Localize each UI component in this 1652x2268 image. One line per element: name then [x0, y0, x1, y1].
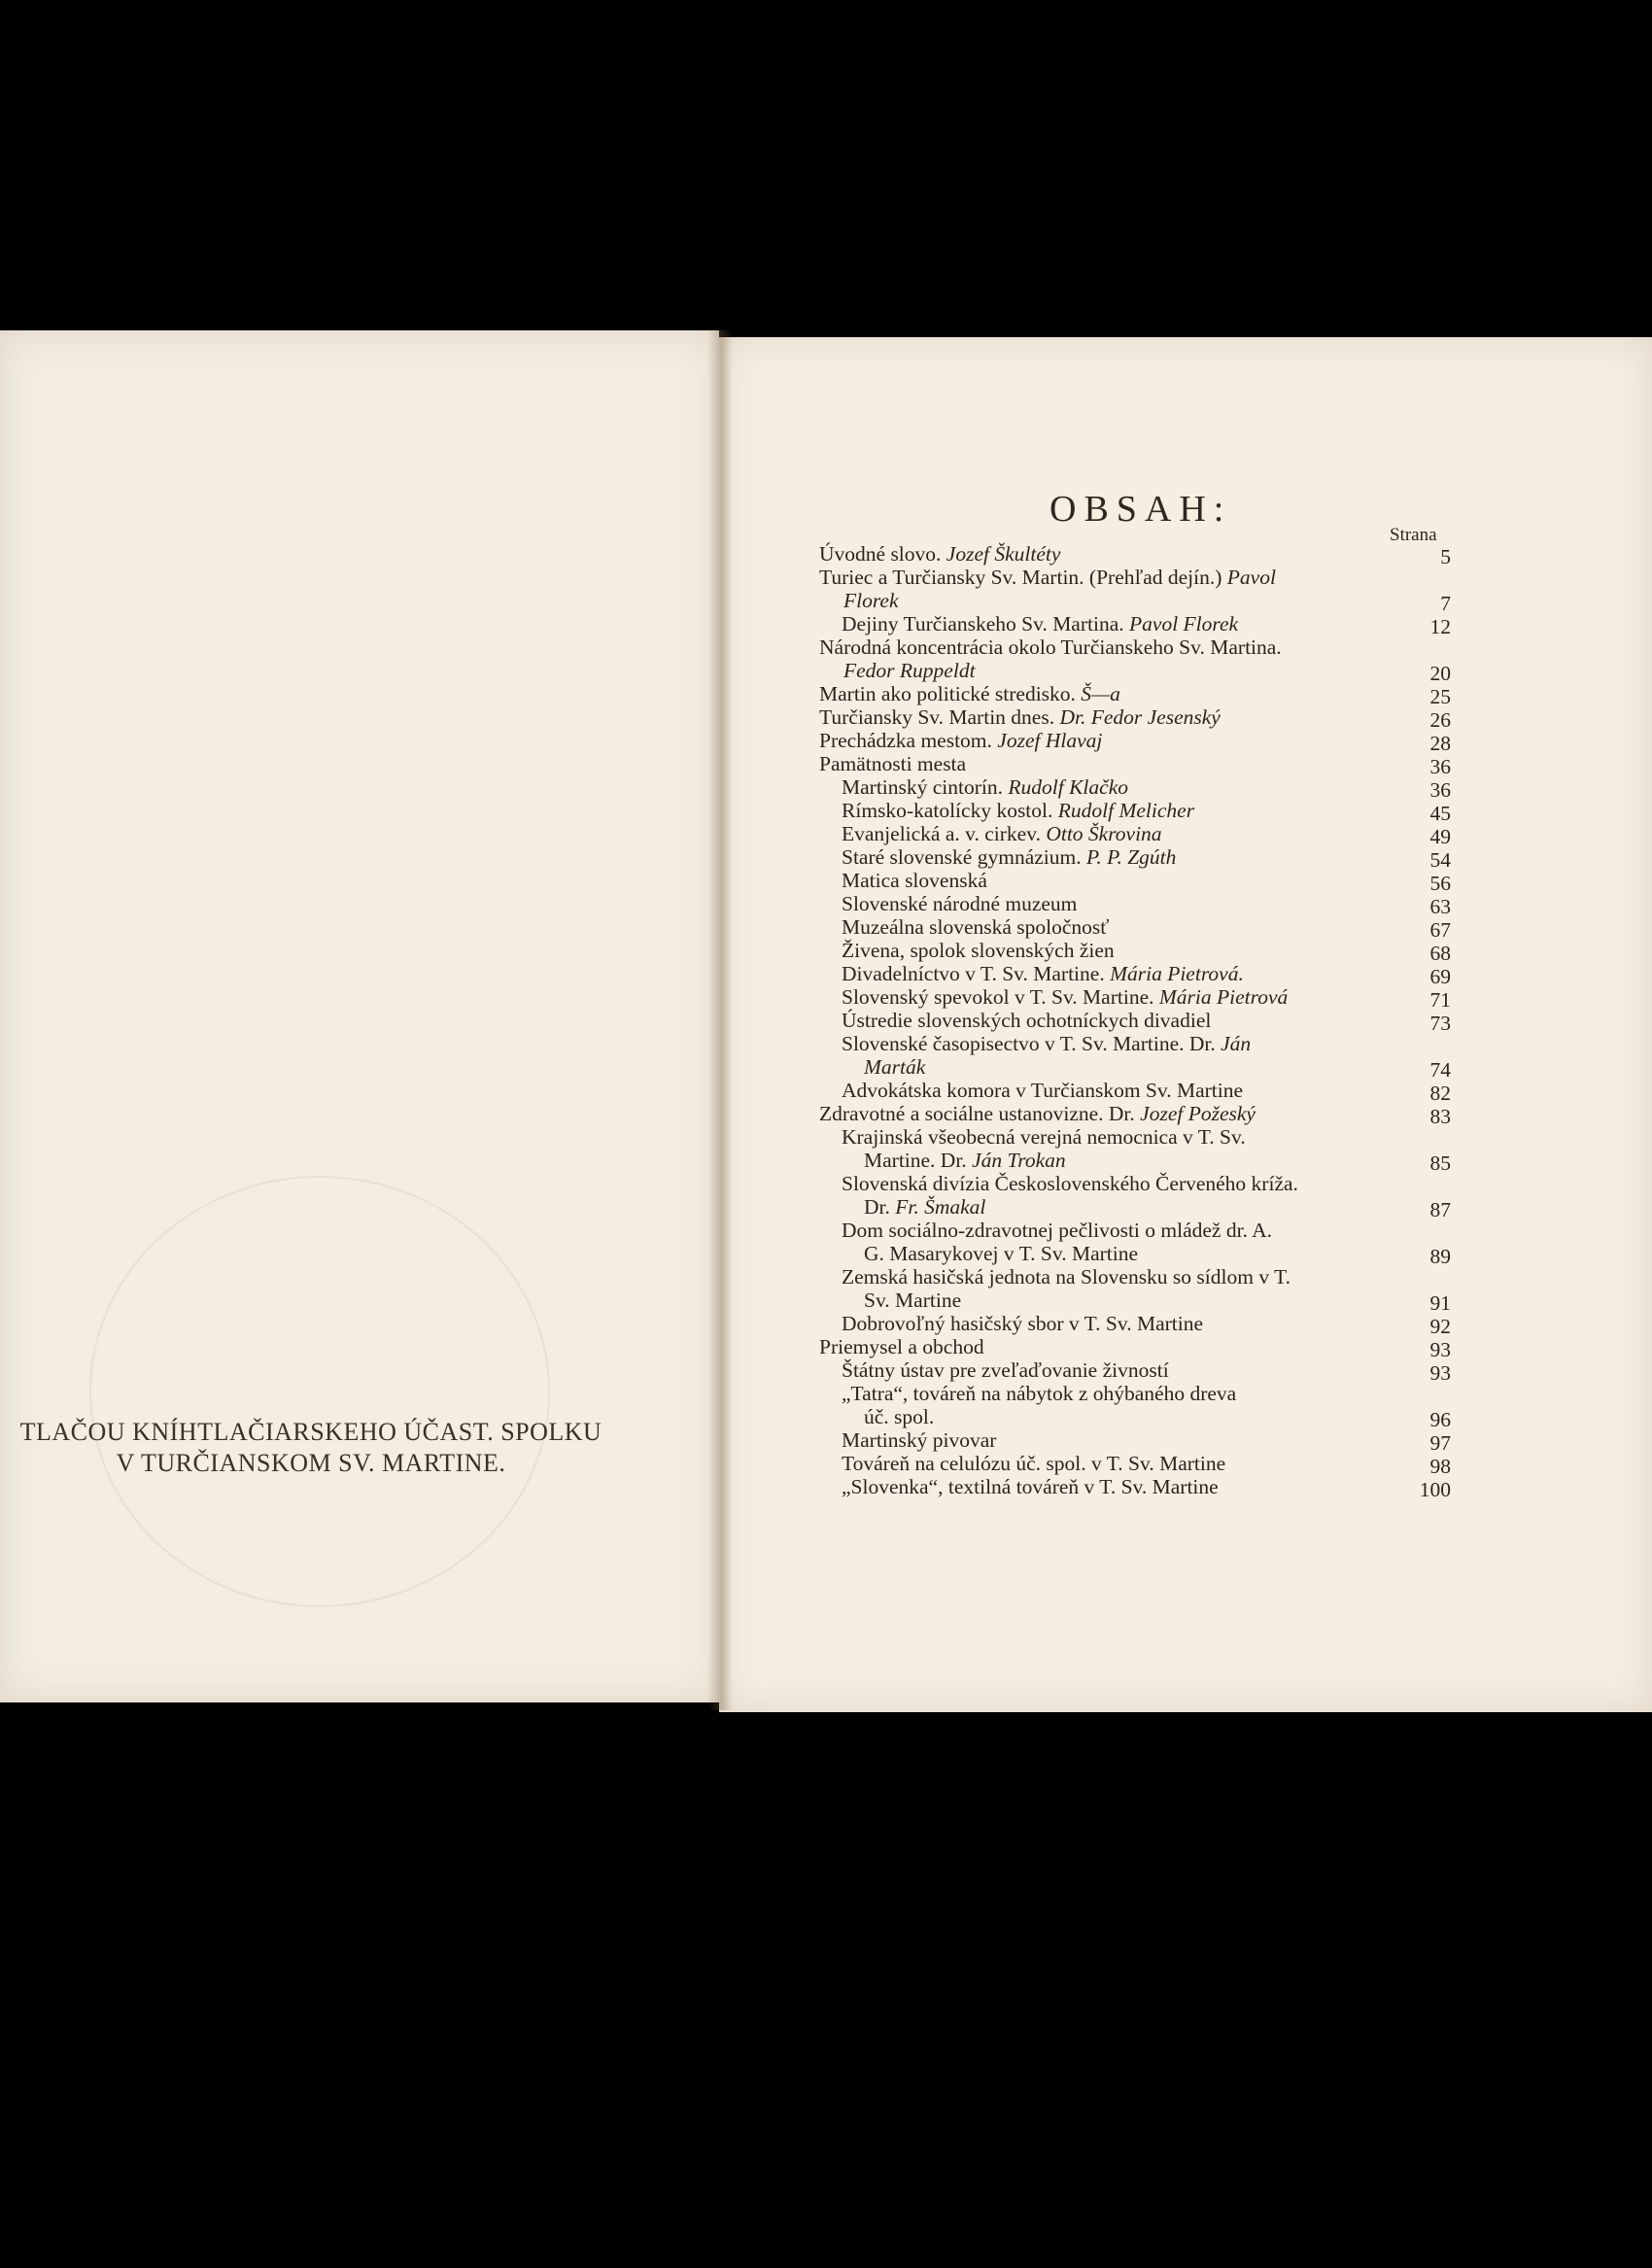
toc-entry: [819, 1079, 1451, 1105]
toc-entry: [819, 1009, 1451, 1035]
toc-title-text: Dom sociálno-zdravotnej pečlivosti o mládež dr. A.: [842, 1219, 1273, 1242]
toc-entry: [819, 1219, 1451, 1268]
toc-entry-line: [842, 775, 1443, 799]
toc-title-text: úč. spol.: [864, 1405, 935, 1428]
toc-entry-line: [819, 729, 1443, 752]
toc-entry: [819, 985, 1451, 1012]
toc-entry: [819, 1358, 1451, 1385]
toc-entry: [819, 1452, 1451, 1478]
toc-title-text: Živena, spolok slovenských žien: [842, 939, 1115, 962]
toc-entry: [819, 636, 1451, 685]
toc-entry: [819, 682, 1451, 708]
toc-author: Rudolf Klačko: [1008, 775, 1128, 799]
toc-title-text: Evanjelická a. v. cirkev.: [842, 822, 1047, 845]
toc-author: Pavol: [1226, 566, 1276, 589]
toc-entry-line: [842, 1452, 1443, 1475]
toc-entry: [819, 799, 1451, 825]
toc-page-number: 89: [1429, 1245, 1451, 1268]
toc-title-text: Pamätnosti mesta: [819, 752, 967, 775]
toc-entry: [819, 939, 1451, 965]
toc-entry: [819, 775, 1451, 802]
toc-page-number: 85: [1429, 1151, 1451, 1175]
toc-entry-line: [819, 636, 1443, 659]
toc-title-text: Prechádzka mestom.: [819, 729, 998, 752]
page-column-header: Strana: [1390, 525, 1437, 545]
toc-entry: [819, 915, 1451, 942]
toc-author: Š—a: [1081, 682, 1120, 705]
toc-entry: [819, 566, 1451, 615]
imprint-line: TLAČOU KNÍHTLAČIARSKEHO ÚČAST. SPOLKU: [19, 1418, 602, 1446]
toc-author: Dr. Fedor Jesenský: [1059, 705, 1221, 729]
toc-author: Jozef Škultéty: [946, 542, 1061, 566]
toc-title-text: Martin ako politické stredisko.: [819, 682, 1082, 705]
toc-title-text: „Slovenka“, textilná továreň v T. Sv. Martine: [842, 1475, 1219, 1498]
toc-entry-line: [842, 1055, 1443, 1079]
toc-title-text: Martine. Dr.: [864, 1149, 973, 1172]
show-through-text: [117, 875, 602, 946]
toc-author: Florek: [843, 589, 899, 612]
toc-entry-line: [842, 1312, 1443, 1335]
toc-author: Fr. Šmakal: [895, 1195, 986, 1219]
toc-entry-line: [819, 1335, 1443, 1358]
toc-entry-line: [842, 869, 1443, 892]
show-through-emblem: [89, 1176, 550, 1607]
toc-title-text: G. Masarykovej v T. Sv. Martine: [864, 1242, 1139, 1265]
toc-entry: [819, 542, 1451, 568]
toc-title-text: Slovenské časopisectvo v T. Sv. Martine. Dr.: [842, 1032, 1222, 1055]
toc-page-number: 87: [1429, 1198, 1451, 1221]
toc-title-text: Továreň na celulózu úč. spol. v T. Sv. Martine: [842, 1452, 1226, 1475]
toc-page-number: 82: [1429, 1082, 1451, 1105]
toc-title-text: Muzeálna slovenská spoločnosť: [842, 915, 1110, 939]
toc-title-text: Národná koncentrácia okolo Turčianskeho Sv. Martina.: [819, 636, 1282, 659]
toc-title-text: „Tatra“, továreň na nábytok z ohýbaného dreva: [842, 1382, 1237, 1405]
toc-page-number: 93: [1429, 1361, 1451, 1385]
toc-entry: [819, 822, 1451, 848]
toc-title: OBSAH:: [1050, 489, 1232, 530]
toc-title-text: Dobrovoľný hasičský sbor v T. Sv. Martine: [842, 1312, 1204, 1335]
toc-author: Marták: [864, 1055, 926, 1079]
toc-title-text: Úvodné slovo.: [819, 542, 946, 566]
toc-author: Ján Trokan: [972, 1149, 1066, 1172]
toc-entry: [819, 1032, 1451, 1082]
toc-entry-line: [819, 566, 1443, 589]
toc-author: Mária Pietrová.: [1110, 962, 1244, 985]
toc-entry-line: [842, 1149, 1443, 1172]
toc-entry-line: [819, 752, 1443, 775]
toc-entry-line: [842, 1195, 1443, 1219]
toc-entry-line: [842, 892, 1443, 915]
toc-author: P. P. Zgúth: [1085, 845, 1177, 869]
toc-title-text: Martinský pivovar: [842, 1428, 997, 1452]
toc-page-number: 68: [1429, 942, 1451, 965]
toc-entry-line: [819, 1102, 1443, 1125]
toc-entry-line: [842, 1219, 1443, 1242]
toc-entry-line: [842, 1428, 1443, 1452]
toc-title-text: Zdravotné a sociálne ustanovizne. Dr.: [819, 1102, 1141, 1125]
toc-page-number: 54: [1429, 848, 1451, 872]
toc-page-number: 98: [1429, 1455, 1451, 1478]
toc-title-text: Slovenské národné muzeum: [842, 892, 1078, 915]
toc-entry-line: [842, 939, 1443, 962]
toc-entry: [819, 705, 1451, 732]
imprint-line: V TURČIANSKOM SV. MARTINE.: [116, 1449, 506, 1477]
toc-page-number: 93: [1429, 1338, 1451, 1361]
toc-entry: [819, 869, 1451, 895]
toc-entry-line: [842, 1265, 1443, 1289]
toc-entry-line: [842, 1358, 1443, 1382]
toc-title-text: Štátny ústav pre zveľaďovanie živností: [842, 1358, 1169, 1382]
toc-author: Pavol Florek: [1129, 612, 1239, 636]
toc-page-number: 56: [1429, 872, 1451, 895]
toc-title-text: Priemysel a obchod: [819, 1335, 984, 1358]
toc-entry-line: [842, 612, 1443, 636]
toc-page-number: 25: [1429, 685, 1451, 708]
toc-entry: [819, 892, 1451, 918]
toc-entry-line: [842, 1242, 1443, 1265]
toc-entry-line: [842, 915, 1443, 939]
toc-author: Jozef Požeský: [1140, 1102, 1256, 1125]
toc-page-number: 96: [1429, 1408, 1451, 1431]
toc-entry-line: [819, 542, 1443, 566]
toc-entry-line: [842, 845, 1443, 869]
toc-title-text: Staré slovenské gymnázium.: [842, 845, 1086, 869]
toc-page-number: 67: [1429, 918, 1451, 942]
toc-title-text: Slovenský spevokol v T. Sv. Martine.: [842, 985, 1159, 1009]
toc-entry: [819, 1265, 1451, 1315]
toc-page-number: 12: [1429, 615, 1451, 638]
toc-entry-line: [842, 962, 1443, 985]
toc-entry-line: [842, 1079, 1443, 1102]
toc-author: Jozef Hlavaj: [997, 729, 1103, 752]
toc-page-number: 71: [1429, 988, 1451, 1012]
toc-page-number: 92: [1429, 1315, 1451, 1338]
toc-title-text: Dr.: [864, 1195, 896, 1219]
toc-page-number: 73: [1429, 1012, 1451, 1035]
toc-page-number: 69: [1429, 965, 1451, 988]
toc-entry-line: [842, 1009, 1443, 1032]
toc-title-text: Krajinská všeobecná verejná nemocnica v T. Sv.: [842, 1125, 1246, 1149]
toc-author: Ján: [1221, 1032, 1252, 1055]
toc-title-text: Zemská hasičská jednota na Slovensku so sídlom v T.: [842, 1265, 1291, 1289]
toc-page-number: 97: [1429, 1431, 1451, 1455]
toc-entry-line: [819, 589, 1443, 612]
toc-page-number: 83: [1429, 1105, 1451, 1128]
toc-entry-line: [842, 985, 1443, 1009]
toc-entry-line: [819, 682, 1443, 705]
toc-entry: [819, 752, 1451, 778]
toc-author: Otto Škrovina: [1046, 822, 1162, 845]
toc-entry: [819, 1125, 1451, 1175]
toc-entry-line: [842, 1125, 1443, 1149]
toc-title-text: Ústredie slovenských ochotníckych divadiel: [842, 1009, 1212, 1032]
toc-entry: [819, 612, 1451, 638]
toc-title-text: Slovenská divízia Československého Červeného kríža.: [842, 1172, 1298, 1195]
left-page: [0, 330, 719, 1702]
toc-title-text: Rímsko-katolícky kostol.: [842, 799, 1058, 822]
toc-page-number: 74: [1429, 1058, 1451, 1082]
toc-entry-line: [842, 1032, 1443, 1055]
toc-entry: [819, 1312, 1451, 1338]
toc-entry-line: [842, 1405, 1443, 1428]
table-of-contents: [819, 542, 1451, 1501]
toc-title-text: Matica slovenská: [842, 869, 987, 892]
toc-page-number: 63: [1429, 895, 1451, 918]
toc-entry-line: [842, 1172, 1443, 1195]
toc-entry-line: [842, 799, 1443, 822]
toc-page-number: 100: [1419, 1478, 1451, 1501]
toc-page-number: 45: [1429, 802, 1451, 825]
toc-entry: [819, 729, 1451, 755]
toc-page-number: 36: [1429, 755, 1451, 778]
toc-author: Rudolf Melicher: [1057, 799, 1195, 822]
toc-author: Mária Pietrová: [1158, 985, 1289, 1009]
printer-imprint: [0, 1417, 622, 1479]
toc-page-number: 5: [1440, 545, 1451, 568]
toc-entry-line: [842, 1475, 1443, 1498]
toc-title-text: Advokátska komora v Turčianskom Sv. Martine: [842, 1079, 1244, 1102]
toc-title-text: Sv. Martine: [864, 1289, 962, 1312]
toc-entry: [819, 1428, 1451, 1455]
toc-title-text: Martinský cintorín.: [842, 775, 1009, 799]
toc-page-number: 7: [1440, 592, 1451, 615]
toc-page-number: 20: [1429, 662, 1451, 685]
toc-entry: [819, 1335, 1451, 1361]
toc-page-number: 26: [1429, 708, 1451, 732]
toc-entry: [819, 1475, 1451, 1501]
toc-title-text: Turčiansky Sv. Martin dnes.: [819, 705, 1060, 729]
toc-page-number: 36: [1429, 778, 1451, 802]
toc-entry: [819, 845, 1451, 872]
toc-title-text: Divadelníctvo v T. Sv. Martine.: [842, 962, 1111, 985]
book-gutter: [707, 330, 733, 1710]
toc-entry-line: [819, 659, 1443, 682]
toc-page-number: 49: [1429, 825, 1451, 848]
toc-entry: [819, 1382, 1451, 1431]
toc-entry-line: [842, 1289, 1443, 1312]
toc-page-number: 91: [1429, 1291, 1451, 1315]
toc-entry-line: [819, 705, 1443, 729]
toc-entry: [819, 962, 1451, 988]
toc-entry: [819, 1172, 1451, 1221]
toc-entry-line: [842, 1382, 1443, 1405]
toc-entry-line: [842, 822, 1443, 845]
toc-author: Fedor Ruppeldt: [843, 659, 976, 682]
toc-page-number: 28: [1429, 732, 1451, 755]
toc-entry: [819, 1102, 1451, 1128]
toc-title-text: Dejiny Turčianskeho Sv. Martina.: [842, 612, 1130, 636]
toc-title-text: Turiec a Turčiansky Sv. Martin. (Prehľad dejín.): [819, 566, 1227, 589]
